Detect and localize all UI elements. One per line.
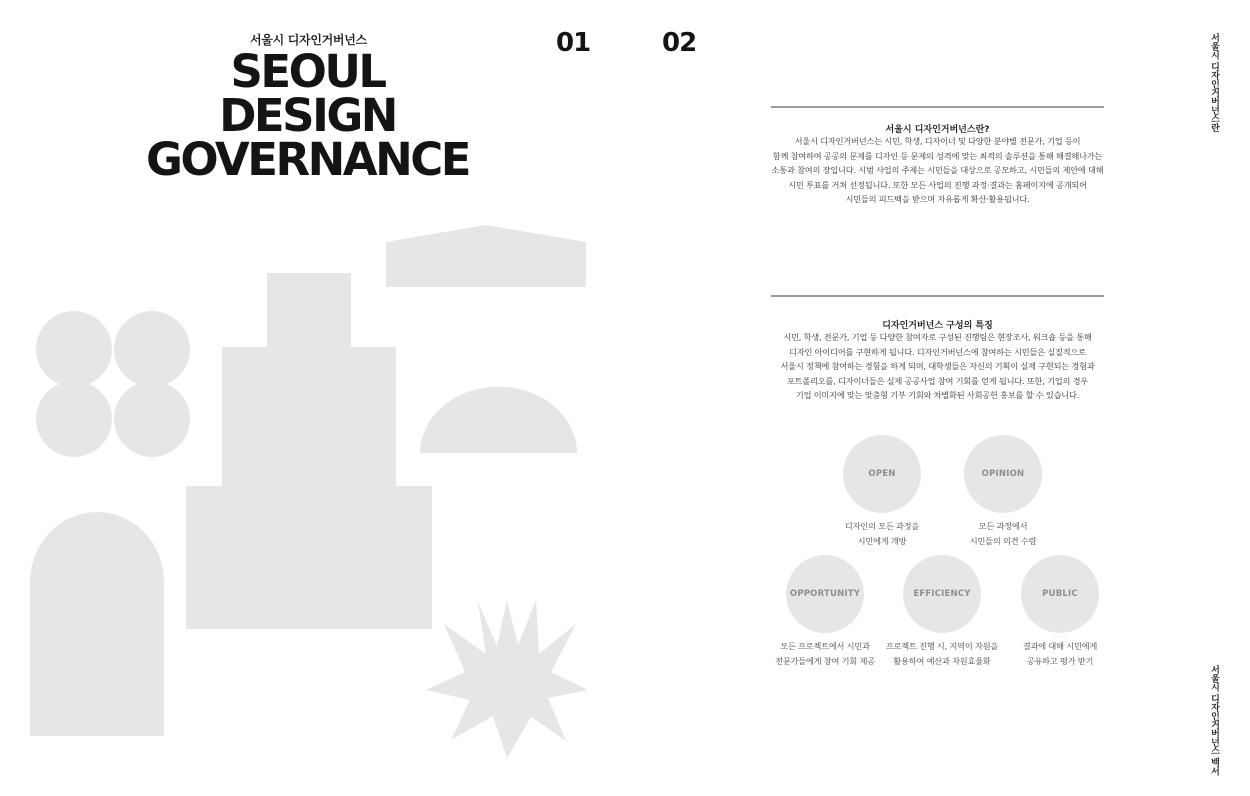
principle-label: OPPORTUNITY bbox=[789, 589, 861, 599]
features-line: 기업 이미지에 맞는 맞춤형 기부 기회와 차별화된 사회공헌 홍보를 할 수 있습니다. bbox=[795, 390, 1080, 400]
divider-rule bbox=[771, 295, 1104, 297]
semicircle-shape bbox=[420, 387, 577, 453]
stepped-tower-shape bbox=[186, 273, 432, 629]
principle-label: EFFICIENCY bbox=[913, 589, 971, 599]
principle-caption bbox=[943, 519, 1063, 549]
intro-line: 함께 참여하여 공공의 문제를 디자인 등 문제의 성격에 맞는 최적의 솔루션을 통해 해결해나가는 bbox=[772, 150, 1103, 161]
intro-line: 소통과 참여의 장입니다. 시범 사업의 주제는 시민들을 대상으로 공모하고, 시민들의 제안에 대해 bbox=[771, 165, 1104, 175]
principle-caption bbox=[822, 519, 942, 549]
features-line: 시민, 학생, 전문가, 기업 등 다양한 참여자로 구성된 진행팀은 현장조사, 워크숍 등을 통해 bbox=[783, 332, 1092, 342]
title-line-1: SEOUL bbox=[230, 45, 385, 98]
caption-line: 디자인의 모든 과정을 bbox=[844, 521, 920, 531]
principle-caption bbox=[882, 639, 1002, 669]
page-number-right: 02 bbox=[662, 28, 697, 58]
intro-title: 서울시 디자인거버넌스란? bbox=[885, 125, 990, 135]
features-paragraph bbox=[731, 330, 1144, 403]
principle-opinion bbox=[964, 435, 1042, 513]
caption-line: 활용하여 예산과 자원효율화 bbox=[893, 656, 991, 666]
caption-line: 모든 과정에서 bbox=[978, 521, 1028, 531]
principle-efficiency bbox=[903, 555, 981, 633]
star-shape bbox=[426, 600, 588, 758]
features-title: 디자인거버넌스 구성의 특징 bbox=[882, 321, 993, 331]
principle-public bbox=[1021, 555, 1099, 633]
caption-line: 결과에 대해 시민에게 bbox=[1022, 641, 1098, 651]
page-number-left: 01 bbox=[556, 28, 591, 58]
features-line: 디자인 아이디어를 구현하게 됩니다. 디자인거버넌스에 참여하는 시민들은 실질적으로 bbox=[789, 346, 1086, 357]
principle-open bbox=[843, 435, 921, 513]
intro-line: 시민 투표를 거쳐 선정됩니다. 또한 모든 사업의 진행 과정·결과는 홈페이지에 공개되어 bbox=[788, 179, 1087, 190]
side-label-bottom: 서울시 디자인거버넌스 백서 bbox=[1209, 665, 1219, 776]
title-line-2: DESIGN bbox=[219, 89, 396, 142]
caption-line: 모든 프로젝트에서 시민과 bbox=[780, 641, 870, 651]
intro-paragraph bbox=[731, 134, 1144, 207]
features-line: 포트폴리오를, 디자이너들은 실제 공공사업 참여 기회를 얻게 됩니다. 또한, 기업의 경우 bbox=[786, 375, 1089, 386]
main-title bbox=[135, 45, 480, 186]
roof-shape bbox=[386, 225, 586, 287]
principle-caption bbox=[1000, 639, 1120, 669]
principle-label: OPINION bbox=[981, 469, 1025, 479]
flower-shape bbox=[36, 311, 190, 457]
caption-line: 공유하고 평가 받기 bbox=[1026, 656, 1094, 666]
kicker-title: 서울시 디자인거버넌스 bbox=[250, 33, 367, 47]
caption-line: 시민들의 의견 수렴 bbox=[969, 536, 1037, 546]
intro-line: 시민들의 피드백을 받으며 자유롭게 확산·활용됩니다. bbox=[845, 194, 1030, 204]
caption-line: 시민에게 개방 bbox=[857, 536, 907, 546]
intro-line: 서울시 디자인거버넌스는 시민, 학생, 디자이너 및 다양한 분야별 전문가, 기업 등이 bbox=[794, 136, 1081, 146]
title-line-3: GOVERNANCE bbox=[145, 133, 470, 186]
principle-label: PUBLIC bbox=[1042, 589, 1078, 599]
divider-rule bbox=[771, 106, 1104, 108]
side-label-top: 서울시 디자인거버넌스란 bbox=[1209, 33, 1219, 132]
caption-line: 전문가들에게 참여 기회 제공 bbox=[775, 656, 875, 666]
principle-opportunity bbox=[786, 555, 864, 633]
caption-line: 프로젝트 진행 시, 지역이 자원을 bbox=[885, 641, 999, 651]
principle-caption bbox=[765, 639, 885, 669]
features-line: 서울시 정책에 참여하는 경험을 하게 되며, 대학생들은 자신의 기획이 실제 구현되는 경험과 bbox=[780, 361, 1095, 371]
principle-label: OPEN bbox=[868, 469, 896, 479]
arch-shape bbox=[30, 512, 164, 736]
